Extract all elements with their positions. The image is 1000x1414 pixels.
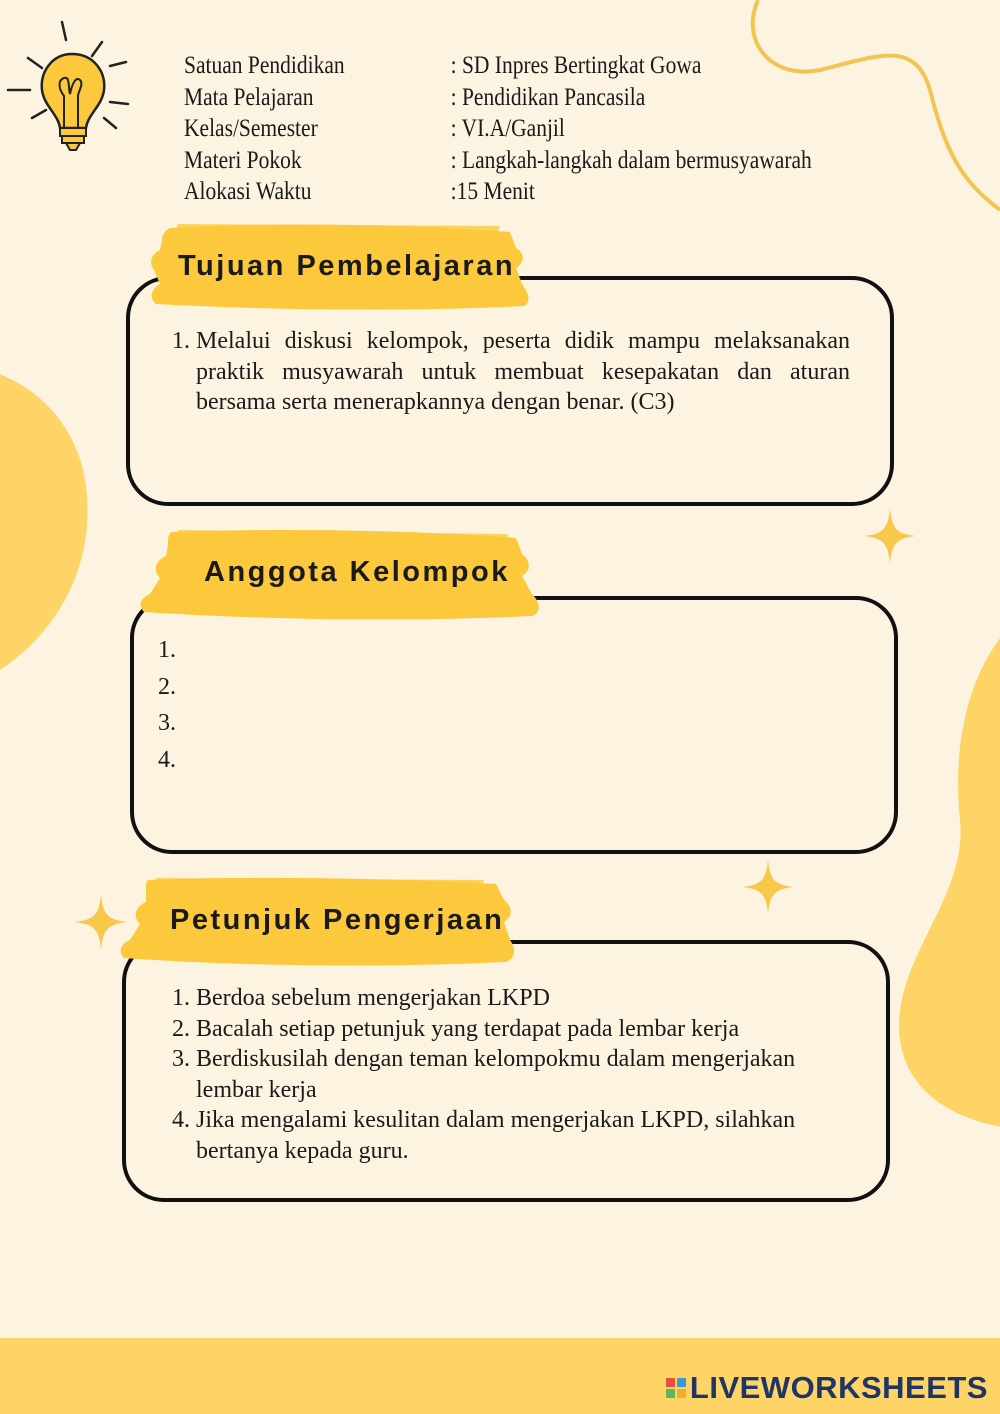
list-item [172,326,850,418]
brand-name: LIVEWORKSHEETS [689,1370,988,1405]
brand-mark-icon [666,1378,686,1398]
item-text: Melalui diskusi kelompok, peserta didik mampu melaksanakan praktik musyawarah untuk membuat kesepakatan dan aturan bersama serta menerapkannya dengan benar. (C3) [196,328,850,415]
member-slot[interactable]: 3. [158,710,176,736]
item-text: Berdiskusilah dengan teman kelompokmu dalam mengerjakan lembar kerja [196,1046,796,1103]
info-label: Satuan Pendidikan [184,52,345,79]
info-value: : SD Inpres Bertingkat Gowa [450,52,702,79]
anggota-banner [138,528,544,624]
info-row-subject [184,82,812,114]
petunjuk-list [172,983,852,1166]
anggota-title: Anggota Kelompok [204,556,510,588]
item-text: Berdoa sebelum mengerjakan LKPD [196,985,550,1011]
list-item [172,1105,852,1166]
lightbulb-icon [6,18,136,158]
info-row-school [184,50,812,82]
info-row-class [184,113,812,145]
info-label: Kelas/Semester [184,115,318,142]
info-label: Mata Pelajaran [184,83,314,111]
info-value: : Langkah-langkah dalam bermusyawarah [450,146,812,174]
item-number: 4. [172,1107,190,1133]
info-label: Materi Pokok [184,146,302,174]
sparkle-icon [864,508,916,564]
item-text: Bacalah setiap petunjuk yang terdapat pada lembar kerja [196,1015,740,1042]
list-item [172,1014,852,1045]
header-info [184,50,812,208]
sparkle-icon [742,860,794,914]
petunjuk-banner [118,876,516,970]
info-value: : Pendidikan Pancasila [450,83,646,111]
tujuan-list [172,326,850,418]
item-number: 1. [172,985,190,1011]
blob-left-decoration [0,360,90,700]
info-row-topic [184,145,812,177]
info-value: :15 Menit [450,178,535,205]
info-value: : VI.A/Ganjil [450,115,565,142]
petunjuk-title: Petunjuk Pengerjaan [170,904,505,936]
member-slot[interactable]: 2. [158,673,176,700]
member-slot[interactable]: 1. [158,637,176,663]
item-text: Jika mengalami kesulitan dalam mengerjakan LKPD, silahkan bertanya kepada guru. [196,1107,796,1164]
info-row-time [184,176,812,208]
anggota-box [130,596,898,854]
tujuan-title: Tujuan Pembelajaran [178,250,516,282]
info-label: Alokasi Waktu [184,178,312,205]
list-item [172,1044,852,1105]
tujuan-banner [148,222,534,314]
list-item [172,983,852,1014]
item-number: 2. [172,1015,190,1042]
liveworksheets-logo[interactable] [666,1370,988,1406]
blob-right-decoration [890,600,1000,1130]
item-number: 3. [172,1046,190,1072]
member-slot[interactable]: 4. [158,746,176,773]
anggota-list [158,632,176,778]
item-number: 1. [172,328,190,354]
